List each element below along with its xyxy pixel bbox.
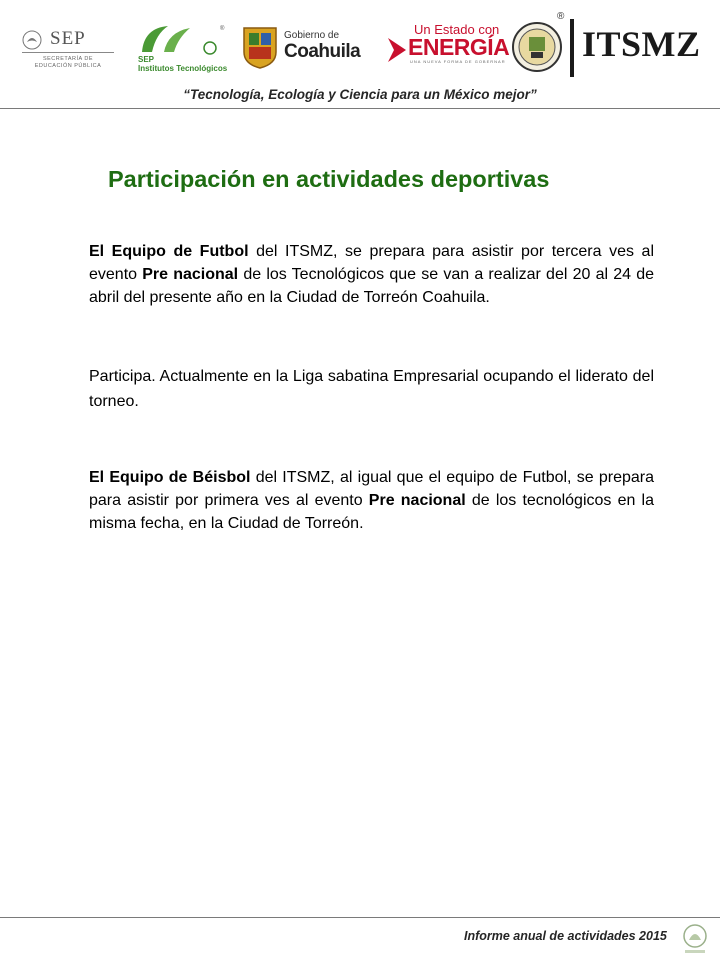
sep-logo-text: SEP (50, 28, 86, 49)
footer-text: Informe anual de actividades 2015 (464, 929, 667, 943)
header-divider-bar (570, 19, 574, 77)
pre-nacional-label: Pre nacional (142, 266, 239, 283)
institution-tagline: “Tecnología, Ecología y Ciencia para un México mejor” (183, 87, 537, 102)
paragraph-futbol: El Equipo de Futbol del ITSMZ, se prepara para asistir por tercera ves al evento Pre nacional de los Tecnológicos que se van a realizar del 20 al 24 de abril del presente año en la Ciudad de Torreón Coahuila. (89, 243, 655, 306)
futbol-team-label: El Equipo de Futbol (89, 243, 249, 260)
energia-text-top: Un Estado con (414, 22, 500, 37)
coahuila-text-main: Coahuila (284, 41, 361, 62)
energia-text-slogan: UNA NUEVA FORMA DE GOBERNAR (410, 59, 506, 64)
sep-logo (22, 26, 118, 76)
arrow-mark-icon (386, 36, 408, 64)
sep-institutos-text: SEP Institutos Tecnológicos (138, 55, 228, 73)
footer-divider (0, 917, 720, 918)
estado-energia-logo (386, 22, 510, 72)
energia-text-main: ENERGÍA (408, 34, 510, 60)
institution-name: ITSMZ (582, 24, 701, 64)
svg-text:®: ® (220, 26, 225, 32)
sep-logo-rule (22, 52, 114, 53)
itsmz-seal-icon (511, 21, 563, 73)
beisbol-team-label: El Equipo de Béisbol (89, 469, 251, 486)
header-divider (0, 108, 720, 109)
eagle-seal-icon (22, 30, 42, 50)
page-title: Participación en actividades deportivas (108, 166, 550, 192)
registered-mark: ® (557, 11, 565, 22)
coat-of-arms-icon (240, 24, 280, 70)
leaf-emblem-icon (138, 22, 230, 56)
paragraph-liga: Participa. Actualmente en la Liga sabatina Empresarial ocupando el liderato del torneo. (89, 368, 654, 410)
page-header (0, 0, 720, 112)
paragraph-beisbol: El Equipo de Béisbol del ITSMZ, al igual que el equipo de Futbol, se prepara para asistir por primera ves al evento Pre nacional de los tecnológicos en la misma fecha, en la Ciudad de Torreón. (89, 469, 655, 532)
ecology-seal-icon (680, 922, 710, 956)
sep-institutos-logo (138, 22, 230, 74)
sep-logo-subtitle: SECRETARÍA DE EDUCACIÓN PÚBLICA (34, 56, 102, 69)
coahuila-text-top: Gobierno de (284, 30, 340, 41)
pre-nacional-label: Pre nacional (368, 492, 466, 509)
gobierno-coahuila-logo (240, 24, 375, 72)
